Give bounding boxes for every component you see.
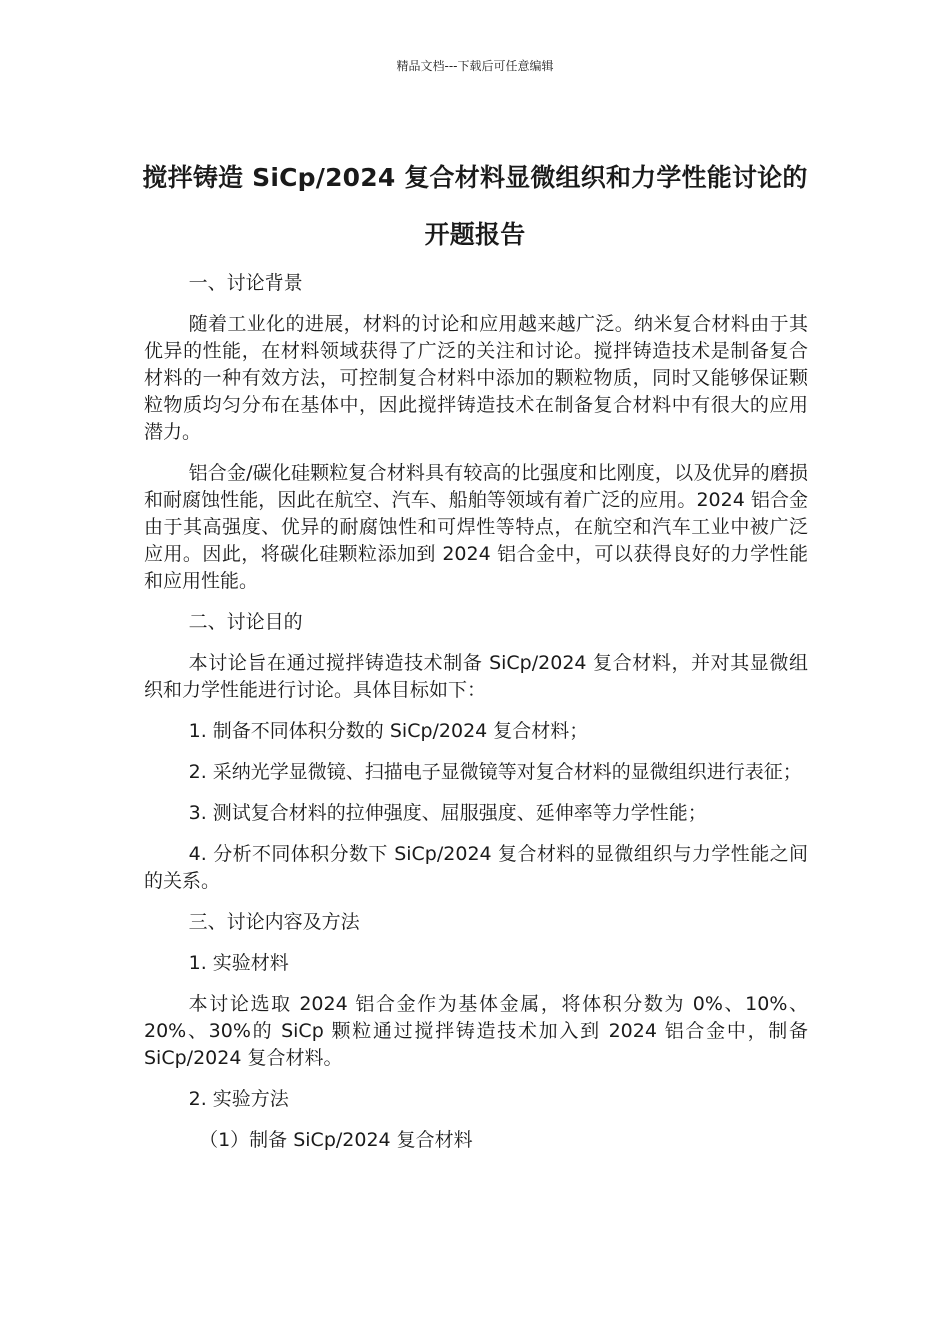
document-body: [144, 270, 808, 1168]
paragraph-background-2: 铝合金/碳化硅颗粒复合材料具有较高的比强度和比刚度，以及优异的磨损和耐腐蚀性能，因此在航空、汽车、船舶等领域有着广泛的应用。2024 铝合金由于其高强度、优异的耐腐蚀性和可焊性等特点，在航空和汽车工业中被广泛应用。因此，将碳化硅颗粒添加到 2024 铝合金中，可以获得良好的力学性能和应用性能。: [144, 462, 808, 592]
purpose-item-4: 4. 分析不同体积分数下 SiCp/2024 复合材料的显微组织与力学性能之间的关系。: [144, 843, 808, 892]
document-title: 搅拌铸造 SiCp/2024 复合材料显微组织和力学性能讨论的开题报告: [142, 162, 808, 249]
method-step-1: （1）制备 SiCp/2024 复合材料: [199, 1129, 473, 1151]
page-header-note: 精品文档---下载后可任意编辑: [396, 59, 554, 73]
subheading-materials: 1. 实验材料: [188, 952, 289, 974]
section-heading-methods: 三、讨论内容及方法: [188, 911, 360, 933]
subheading-methods: 2. 实验方法: [188, 1088, 289, 1110]
section-heading-background: 一、讨论背景: [188, 272, 303, 294]
purpose-item-2: 2. 采纳光学显微镜、扫描电子显微镜等对复合材料的显微组织进行表征；: [188, 761, 802, 783]
paragraph-background-1: 随着工业化的进展，材料的讨论和应用越来越广泛。纳米复合材料由于其优异的性能，在材料领域获得了广泛的关注和讨论。搅拌铸造技术是制备复合材料的一种有效方法，可控制复合材料中添加的颗粒物质，同时又能够保证颗粒物质均匀分布在基体中，因此搅拌铸造技术在制备复合材料中有很大的应用潜力。: [144, 313, 808, 443]
section-heading-purpose: 二、讨论目的: [188, 611, 303, 633]
purpose-item-3: 3. 测试复合材料的拉伸强度、屈服强度、延伸率等力学性能；: [188, 802, 707, 824]
purpose-item-1: 1. 制备不同体积分数的 SiCp/2024 复合材料；: [188, 720, 589, 742]
paragraph-purpose-intro: 本讨论旨在通过搅拌铸造技术制备 SiCp/2024 复合材料，并对其显微组织和力学性能进行讨论。具体目标如下：: [144, 652, 808, 701]
paragraph-materials: 本讨论选取 2024 铝合金作为基体金属，将体积分数为 0%、10%、20%、30%的 SiCp 颗粒通过搅拌铸造技术加入到 2024 铝合金中，制备 SiCp/2024 复合材料。: [144, 993, 808, 1069]
